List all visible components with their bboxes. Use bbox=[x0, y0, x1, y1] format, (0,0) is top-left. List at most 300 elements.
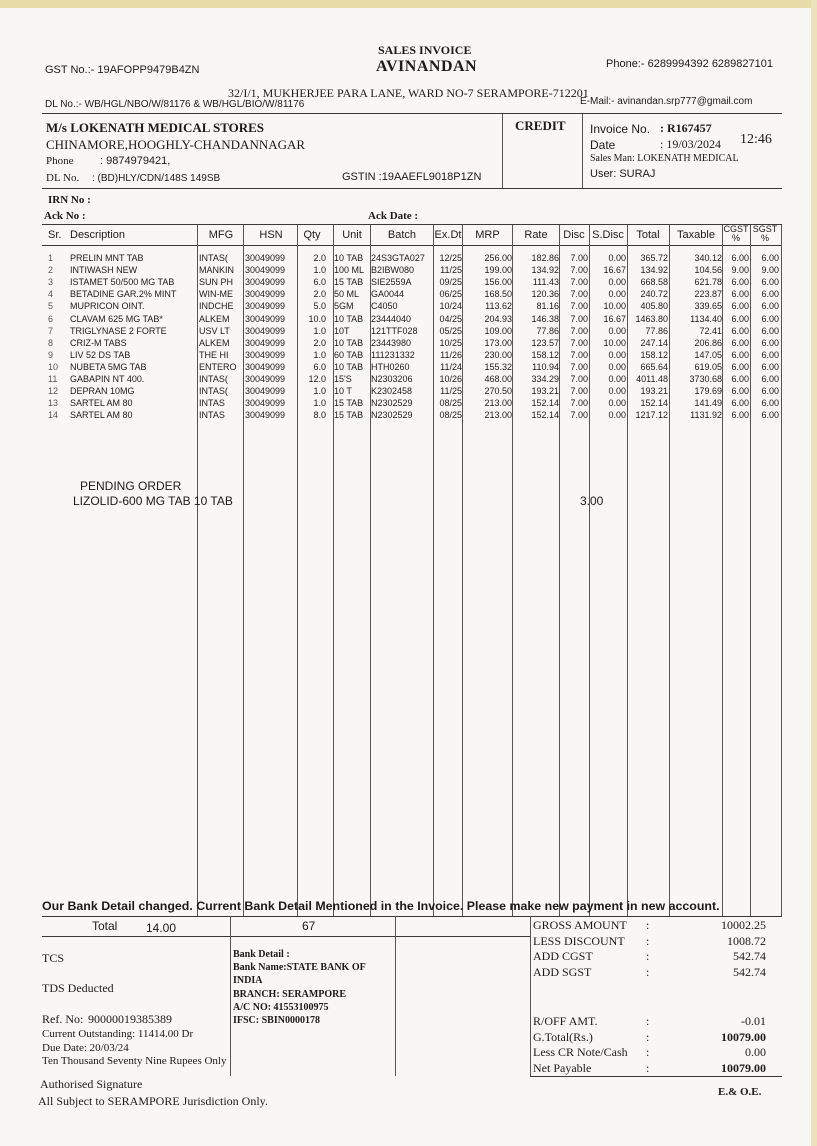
cell-batch: 111231332 bbox=[371, 349, 415, 360]
summary-sep: : bbox=[646, 964, 650, 979]
cell-qty: 8.0 bbox=[313, 410, 326, 421]
summary-value: -0.01 bbox=[741, 1014, 766, 1028]
summary-value: 542.74 bbox=[733, 964, 766, 979]
cell-disc: 7.00 bbox=[570, 349, 588, 360]
summary-value: 0.00 bbox=[745, 1045, 766, 1059]
cell-sr: 1 bbox=[48, 253, 54, 263]
cell-disc: 7.00 bbox=[570, 410, 588, 421]
cell-hsn: 30049099 bbox=[245, 289, 286, 300]
cell-cgst: 6.00 bbox=[731, 410, 749, 421]
cell-sr: 13 bbox=[48, 398, 59, 409]
cell-qty: 2.0 bbox=[313, 289, 326, 300]
cell-qty: 6.0 bbox=[313, 361, 326, 372]
summary-sep: : bbox=[646, 949, 650, 963]
cell-hsn: 30049099 bbox=[245, 374, 286, 384]
cell-sgst: 6.00 bbox=[761, 398, 779, 409]
col-header-batch: Batch bbox=[387, 229, 417, 241]
cell-taxable: 147.05 bbox=[694, 349, 722, 360]
cell-unit: 5GM bbox=[334, 301, 354, 312]
invoice-date: : 19/03/2024 bbox=[660, 137, 722, 151]
col-header-rate: Rate bbox=[524, 229, 548, 241]
cell-mrp: 199.00 bbox=[484, 265, 512, 276]
cell-hsn: 30049099 bbox=[245, 265, 286, 276]
bank-change-notice: Our Bank Detail changed. Current Bank Detail Mentioned in the Invoice. Please make new payment in new account. bbox=[42, 899, 720, 913]
summary-label: GROSS AMOUNT bbox=[533, 918, 627, 932]
cell-desc: CLAVAM 625 MG TAB* bbox=[70, 313, 163, 324]
cell-rate: 334.29 bbox=[531, 374, 559, 384]
bank-ifsc: IFSC: SBIN0000178 bbox=[233, 1015, 320, 1026]
cell-total: 365.72 bbox=[640, 253, 668, 263]
cell-qty: 1.0 bbox=[313, 349, 326, 360]
cell-sgst: 6.00 bbox=[761, 337, 779, 348]
tcs-label: TCS bbox=[42, 951, 65, 965]
cell-mrp: 213.00 bbox=[484, 410, 512, 421]
cell-mrp: 230.00 bbox=[484, 349, 512, 360]
cell-exp: 06/25 bbox=[439, 289, 462, 300]
eoe: E.& O.E. bbox=[718, 1086, 762, 1098]
cell-sdisc: 0.00 bbox=[608, 398, 626, 409]
cell-desc: SARTEL AM 80 bbox=[70, 410, 133, 421]
cell-sdisc: 0.00 bbox=[608, 277, 626, 288]
cell-mrp: 156.00 bbox=[484, 277, 512, 288]
col-header-sr: Sr. bbox=[48, 229, 62, 241]
cell-exp: 11/26 bbox=[440, 349, 462, 360]
cell-disc: 7.00 bbox=[570, 325, 588, 336]
cell-sdisc: 10.00 bbox=[603, 337, 626, 348]
cell-sdisc: 0.00 bbox=[608, 289, 626, 300]
ref-number: 90000019385389 bbox=[88, 1012, 172, 1026]
bank-name-1: Bank Name:STATE BANK OF bbox=[233, 962, 366, 973]
cell-taxable: 339.65 bbox=[694, 301, 722, 312]
cell-batch: GA0044 bbox=[371, 289, 405, 300]
summary-sep: : bbox=[646, 918, 650, 932]
cell-sgst: 6.00 bbox=[761, 313, 779, 324]
jurisdiction: All Subject to SERAMPORE Jurisdiction Only. bbox=[38, 1094, 268, 1108]
cell-sdisc: 0.00 bbox=[608, 410, 626, 421]
cell-unit: 10 TAB bbox=[334, 313, 364, 324]
cell-exp: 08/25 bbox=[439, 410, 462, 421]
cell-rate: 81.16 bbox=[536, 301, 559, 312]
cell-taxable: 1131.92 bbox=[690, 410, 722, 421]
cell-batch: 121TTF028 bbox=[371, 325, 418, 336]
cell-disc: 7.00 bbox=[570, 386, 588, 397]
cell-sdisc: 10.00 bbox=[603, 301, 626, 312]
cell-exp: 05/25 bbox=[439, 325, 462, 336]
cell-hsn: 30049099 bbox=[245, 253, 286, 263]
cell-taxable: 340.12 bbox=[694, 253, 722, 263]
cell-mfg: INTAS bbox=[199, 398, 225, 409]
email: E-Mail:- avinandan.srp777@gmail.com bbox=[580, 96, 753, 107]
summary-value: 542.74 bbox=[733, 949, 766, 963]
cell-exp: 12/25 bbox=[439, 253, 462, 263]
cell-unit: 100 ML bbox=[334, 265, 365, 276]
cell-sr: 5 bbox=[48, 301, 54, 312]
cell-total: 405.80 bbox=[640, 301, 668, 312]
cell-mfg: ALKEM bbox=[199, 313, 230, 324]
cell-qty: 2.0 bbox=[313, 337, 326, 348]
ref-label: Ref. No: bbox=[42, 1012, 84, 1026]
cell-exp: 11/24 bbox=[440, 361, 462, 372]
cell-sr: 12 bbox=[48, 386, 59, 397]
cell-total: 247.14 bbox=[640, 337, 668, 348]
cell-exp: 11/25 bbox=[440, 265, 462, 276]
cell-mfg: INDCHE bbox=[199, 301, 234, 312]
cell-desc: CRIZ-M TABS bbox=[70, 337, 127, 348]
cell-sgst: 6.00 bbox=[761, 253, 779, 263]
cell-taxable: 104.56 bbox=[694, 265, 722, 276]
cell-mfg: INTAS( bbox=[199, 253, 228, 263]
col-header-taxable: Taxable bbox=[677, 229, 715, 241]
cell-sdisc: 0.00 bbox=[608, 361, 626, 372]
cell-taxable: 619.05 bbox=[694, 361, 722, 372]
cell-total: 158.12 bbox=[640, 349, 668, 360]
col-header-ex-dt: Ex.Dt bbox=[434, 229, 462, 241]
paper-edge-right bbox=[811, 0, 817, 1146]
cell-cgst: 6.00 bbox=[731, 325, 749, 336]
cell-mfg: ALKEM bbox=[199, 337, 230, 348]
cell-desc: NUBETA 5MG TAB bbox=[70, 361, 147, 372]
cell-hsn: 30049099 bbox=[245, 325, 286, 336]
cell-exp: 09/25 bbox=[439, 277, 462, 288]
cell-desc: PRELIN MNT TAB bbox=[70, 253, 144, 263]
cell-unit: 10 T bbox=[334, 386, 352, 397]
cell-qty: 10.0 bbox=[308, 313, 326, 324]
cell-batch: 23444040 bbox=[371, 313, 412, 324]
cell-unit: 15 TAB bbox=[334, 398, 364, 409]
cell-rate: 152.14 bbox=[531, 410, 559, 421]
summary-sep: : bbox=[646, 1060, 650, 1075]
cell-rate: 134.92 bbox=[531, 265, 559, 276]
cell-unit: 10 TAB bbox=[334, 361, 364, 372]
cell-qty: 1.0 bbox=[313, 386, 326, 397]
user: User: SURAJ bbox=[590, 168, 656, 180]
cell-mrp: 204.93 bbox=[484, 313, 512, 324]
pending-item: LIZOLID-600 MG TAB 10 TAB bbox=[73, 494, 233, 508]
cell-hsn: 30049099 bbox=[245, 398, 286, 409]
cell-mfg: ENTERO bbox=[199, 361, 237, 372]
cell-total: 240.72 bbox=[640, 289, 668, 300]
summary-value: 10079.00 bbox=[721, 1029, 766, 1044]
summary-value: 10002.25 bbox=[721, 918, 766, 932]
summary-sep: : bbox=[646, 1014, 650, 1028]
cell-taxable: 206.86 bbox=[694, 337, 722, 348]
cell-desc: MUPRICON OINT. bbox=[70, 301, 145, 312]
cell-mrp: 168.50 bbox=[484, 289, 512, 300]
cell-sdisc: 0.00 bbox=[608, 253, 626, 263]
cell-batch: N2302529 bbox=[371, 410, 413, 421]
cell-sdisc: 16.67 bbox=[603, 313, 626, 324]
cell-taxable: 141.49 bbox=[694, 398, 722, 409]
summary-value: 10079.00 bbox=[721, 1060, 766, 1075]
cell-mrp: 173.00 bbox=[484, 337, 512, 348]
cell-batch: HTH0260 bbox=[371, 361, 410, 372]
doc-title: SALES INVOICE bbox=[378, 43, 472, 57]
party-phone: : 9874979421, bbox=[100, 155, 171, 167]
cell-total: 152.14 bbox=[640, 398, 668, 409]
invoice-no-label: Invoice No. bbox=[590, 122, 651, 136]
cell-exp: 11/25 bbox=[440, 386, 462, 397]
cell-sgst: 6.00 bbox=[761, 289, 779, 300]
cell-qty: 5.0 bbox=[313, 301, 326, 312]
cell-cgst: 6.00 bbox=[731, 301, 749, 312]
party-phone-label: Phone bbox=[46, 155, 74, 167]
cell-hsn: 30049099 bbox=[245, 337, 286, 348]
cell-qty: 1.0 bbox=[313, 398, 326, 409]
cell-desc: GABAPIN NT 400. bbox=[70, 374, 145, 384]
cell-sgst: 6.00 bbox=[761, 277, 779, 288]
cell-hsn: 30049099 bbox=[245, 386, 286, 397]
cell-mrp: 109.00 bbox=[484, 325, 512, 336]
ack-date-label: Ack Date : bbox=[368, 210, 419, 222]
summary-value: 1008.72 bbox=[727, 933, 766, 948]
cell-rate: 152.14 bbox=[531, 398, 559, 409]
ack-no-label: Ack No : bbox=[44, 210, 86, 222]
summary-label: LESS DISCOUNT bbox=[533, 933, 625, 948]
cell-sgst: 6.00 bbox=[761, 325, 779, 336]
cell-cgst: 6.00 bbox=[731, 253, 749, 263]
col-header-unit: Unit bbox=[342, 229, 362, 241]
total-label: Total bbox=[92, 919, 118, 933]
cell-cgst: 6.00 bbox=[731, 277, 749, 288]
cell-unit: 15 TAB bbox=[334, 277, 364, 288]
cell-total: 668.58 bbox=[640, 277, 668, 288]
summary-sep: : bbox=[646, 1029, 650, 1044]
cell-mrp: 256.00 bbox=[484, 253, 512, 263]
cell-sdisc: 16.67 bbox=[603, 265, 626, 276]
cell-sdisc: 0.00 bbox=[608, 325, 626, 336]
cell-cgst: 6.00 bbox=[731, 374, 749, 384]
cell-rate: 110.94 bbox=[532, 361, 559, 372]
cell-disc: 7.00 bbox=[570, 361, 588, 372]
invoice-no: : R167457 bbox=[660, 121, 712, 135]
summary-sep: : bbox=[646, 1045, 650, 1059]
cell-rate: 193.21 bbox=[531, 386, 559, 397]
cell-disc: 7.00 bbox=[570, 301, 588, 312]
col-header-mrp: MRP bbox=[475, 229, 500, 241]
cell-desc: DEPRAN 10MG bbox=[70, 386, 135, 397]
cell-hsn: 30049099 bbox=[245, 361, 286, 372]
cell-total: 193.21 bbox=[640, 386, 668, 397]
cell-sgst: 6.00 bbox=[761, 301, 779, 312]
company-name: AVINANDAN bbox=[376, 58, 478, 75]
phone-number: Phone:- 6289994392 6289827101 bbox=[606, 58, 773, 70]
cell-sdisc: 0.00 bbox=[608, 386, 626, 397]
cell-batch: C4050 bbox=[371, 301, 398, 312]
col-header-s-disc: S.Disc bbox=[592, 229, 624, 241]
party-gstin: GSTIN :19AAEFL9018P1ZN bbox=[342, 171, 482, 183]
dl-number: DL No.:- WB/HGL/NBO/W/81176 & WB/HGL/BIO/W/81176 bbox=[45, 99, 305, 110]
cell-batch: B2IBW080 bbox=[371, 265, 415, 276]
cell-hsn: 30049099 bbox=[245, 301, 286, 312]
cell-rate: 77.86 bbox=[536, 325, 559, 336]
cell-taxable: 72.41 bbox=[699, 325, 722, 336]
cell-hsn: 30049099 bbox=[245, 313, 286, 324]
pending-qty: 3.00 bbox=[580, 494, 604, 508]
cell-sr: 9 bbox=[48, 349, 54, 360]
total-items: 14.00 bbox=[146, 921, 177, 935]
cell-mrp: 155.32 bbox=[484, 361, 512, 372]
cell-mrp: 270.50 bbox=[484, 386, 512, 397]
cell-unit: 10 TAB bbox=[334, 253, 364, 263]
party-dl: : (BD)HLY/CDN/148S 149SB bbox=[92, 173, 221, 184]
summary-label: R/OFF AMT. bbox=[533, 1014, 598, 1028]
amount-in-words: Ten Thousand Seventy Nine Rupees Only bbox=[42, 1055, 227, 1067]
cell-cgst: 6.00 bbox=[731, 289, 749, 300]
cell-batch: SIE2559A bbox=[371, 277, 412, 288]
invoice-time: 12:46 bbox=[740, 132, 772, 147]
cell-disc: 7.00 bbox=[570, 337, 588, 348]
cell-sr: 10 bbox=[48, 361, 59, 372]
cell-mfg: INTAS( bbox=[199, 386, 228, 397]
cell-sr: 3 bbox=[48, 277, 54, 288]
cell-cgst: 6.00 bbox=[731, 313, 749, 324]
cell-mfg: INTAS bbox=[199, 410, 225, 421]
bank-title: Bank Detail : bbox=[233, 949, 290, 960]
cell-sr: 14 bbox=[48, 410, 59, 421]
cell-unit: 50 ML bbox=[334, 289, 360, 300]
cell-unit: 10T bbox=[334, 325, 350, 336]
pending-label: PENDING ORDER bbox=[80, 479, 182, 493]
cell-batch: K2302458 bbox=[371, 386, 413, 397]
cell-batch: 23443980 bbox=[371, 337, 412, 348]
col-header-total: Total bbox=[636, 229, 660, 241]
party-name: M/s LOKENATH MEDICAL STORES bbox=[46, 120, 265, 135]
cell-sr: 7 bbox=[48, 325, 54, 336]
tds-label: TDS Deducted bbox=[42, 981, 114, 995]
invoice-date-label: Date bbox=[590, 138, 616, 152]
cell-sgst: 6.00 bbox=[761, 410, 779, 421]
cell-qty: 12.0 bbox=[308, 374, 326, 384]
cell-unit: 15'S bbox=[334, 374, 352, 384]
cell-total: 665.64 bbox=[640, 361, 668, 372]
cell-mfg: MANKIN bbox=[199, 265, 235, 276]
col-header-qty: Qty bbox=[303, 229, 321, 241]
cell-mfg: INTAS( bbox=[199, 374, 228, 384]
cell-exp: 10/26 bbox=[439, 374, 462, 384]
summary-label: ADD SGST bbox=[533, 964, 592, 979]
cell-hsn: 30049099 bbox=[245, 277, 286, 288]
cell-desc: LIV 52 DS TAB bbox=[70, 349, 131, 360]
cell-sdisc: 0.00 bbox=[608, 349, 626, 360]
cell-exp: 10/25 bbox=[439, 337, 462, 348]
cell-hsn: 30049099 bbox=[245, 410, 286, 421]
cell-rate: 111.43 bbox=[532, 277, 559, 288]
cell-mrp: 113.62 bbox=[485, 301, 512, 312]
column-divider bbox=[243, 225, 244, 916]
summary-label: Less CR Note/Cash bbox=[533, 1045, 628, 1059]
cell-qty: 2.0 bbox=[313, 253, 326, 263]
cell-batch: N2303206 bbox=[371, 374, 413, 384]
cell-sr: 6 bbox=[48, 313, 54, 324]
credit-label: CREDIT bbox=[515, 118, 566, 133]
cell-taxable: 1134.40 bbox=[690, 313, 722, 324]
authorised-signature: Authorised Signature bbox=[40, 1077, 143, 1091]
cell-sgst: 6.00 bbox=[761, 361, 779, 372]
summary-sep: : bbox=[646, 933, 650, 948]
column-divider bbox=[781, 225, 782, 916]
cell-taxable: 621.78 bbox=[694, 277, 722, 288]
cell-taxable: 223.87 bbox=[694, 289, 722, 300]
cell-sgst: 6.00 bbox=[761, 374, 779, 384]
cell-sr: 2 bbox=[48, 265, 54, 276]
cell-mfg: USV LT bbox=[199, 325, 230, 336]
due-date: Due Date: 20/03/24 bbox=[42, 1042, 129, 1054]
cell-sgst: 6.00 bbox=[761, 386, 779, 397]
col-header-hsn: HSN bbox=[259, 229, 283, 241]
cell-qty: 6.0 bbox=[313, 277, 326, 288]
cell-total: 134.92 bbox=[640, 265, 668, 276]
col-header-disc: Disc bbox=[563, 229, 585, 241]
cell-batch: 24S3GTA027 bbox=[371, 253, 425, 263]
cell-disc: 7.00 bbox=[570, 313, 588, 324]
cell-cgst: 6.00 bbox=[731, 349, 749, 360]
cell-disc: 7.00 bbox=[570, 374, 588, 384]
cell-total: 1217.12 bbox=[635, 410, 668, 421]
cell-unit: 60 TAB bbox=[334, 349, 364, 360]
cell-desc: ISTAMET 50/500 MG TAB bbox=[70, 277, 175, 288]
cell-exp: 08/25 bbox=[439, 398, 462, 409]
cell-hsn: 30049099 bbox=[245, 349, 286, 360]
cell-sdisc: 0.00 bbox=[608, 374, 626, 384]
cell-exp: 10/24 bbox=[439, 301, 462, 312]
cell-cgst: 6.00 bbox=[731, 386, 749, 397]
cell-disc: 7.00 bbox=[570, 277, 588, 288]
cell-disc: 7.00 bbox=[570, 265, 588, 276]
col-header-mfg: MFG bbox=[208, 229, 234, 241]
cell-mfg: THE HI bbox=[199, 349, 229, 360]
cell-mrp: 213.00 bbox=[484, 398, 512, 409]
cell-taxable: 3730.68 bbox=[689, 374, 722, 384]
salesman: Sales Man: LOKENATH MEDICAL bbox=[590, 153, 739, 164]
col-header-sgst: SGST % bbox=[752, 224, 778, 243]
cell-desc: BETADINE GAR.2% MINT bbox=[70, 289, 177, 300]
cell-desc: SARTEL AM 80 bbox=[70, 398, 133, 409]
cell-sr: 4 bbox=[48, 289, 54, 300]
party-address: CHINAMORE,HOOGHLY-CHANDANNAGAR bbox=[46, 137, 306, 152]
col-header-description: Description bbox=[70, 229, 126, 241]
col-header-cgst: CGST % bbox=[723, 224, 749, 243]
cell-disc: 7.00 bbox=[570, 253, 588, 263]
bank-branch: BRANCH: SERAMPORE bbox=[233, 989, 347, 1000]
cell-mrp: 468.00 bbox=[484, 374, 512, 384]
paper-edge bbox=[0, 0, 817, 8]
cell-batch: N2302529 bbox=[371, 398, 413, 409]
cell-rate: 120.36 bbox=[531, 289, 559, 300]
cell-cgst: 9.00 bbox=[731, 265, 749, 276]
cell-rate: 158.12 bbox=[531, 349, 559, 360]
cell-qty: 1.0 bbox=[313, 325, 326, 336]
header-rule bbox=[42, 113, 782, 114]
cell-desc: TRIGLYNASE 2 FORTE bbox=[70, 325, 167, 336]
cell-taxable: 179.69 bbox=[694, 386, 722, 397]
cell-total: 77.86 bbox=[645, 325, 668, 336]
cell-unit: 10 TAB bbox=[334, 337, 364, 348]
cell-rate: 123.57 bbox=[531, 337, 559, 348]
party-dl-label: DL No. bbox=[46, 172, 80, 184]
bank-name-2: INDIA bbox=[233, 975, 263, 986]
cell-desc: INTIWASH NEW bbox=[70, 265, 138, 276]
cell-sr: 8 bbox=[48, 337, 54, 348]
total-qty: 67 bbox=[302, 919, 316, 933]
cell-qty: 1.0 bbox=[313, 265, 326, 276]
summary-label: G.Total(Rs.) bbox=[533, 1029, 593, 1044]
cell-disc: 7.00 bbox=[570, 398, 588, 409]
cell-cgst: 6.00 bbox=[731, 398, 749, 409]
company-address: 32/I/1, MUKHERJEE PARA LANE, WARD NO-7 SERAMPORE-712201 bbox=[228, 86, 589, 100]
current-outstanding: Current Outstanding: 11414.00 Dr bbox=[42, 1028, 194, 1040]
cell-mfg: SUN PH bbox=[199, 277, 234, 288]
irn-label: IRN No : bbox=[48, 194, 91, 206]
